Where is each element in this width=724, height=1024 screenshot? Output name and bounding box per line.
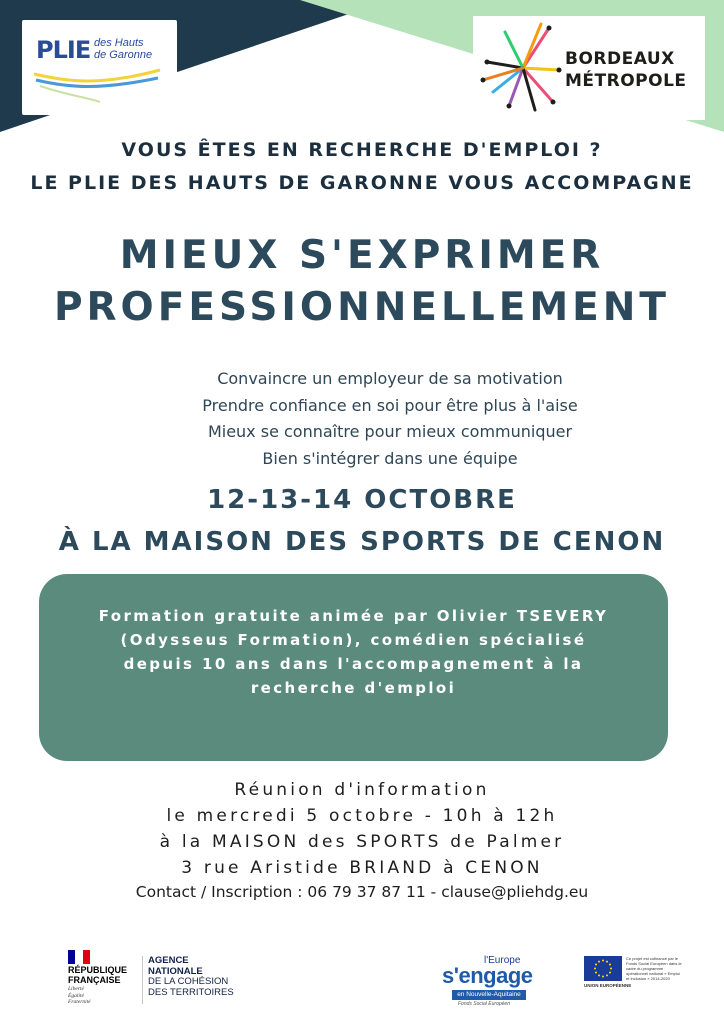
plie-logo-subtitle: des Hauts de Garonne: [94, 37, 153, 61]
goal-item: Mieux se connaître pour mieux communiquer: [207, 422, 573, 441]
info-meeting-venue: à la MAISON des SPORTS de Palmer: [159, 832, 565, 852]
info-meeting-address: 3 rue Aristide BRIAND à CENON: [181, 858, 543, 878]
formation-line: depuis 10 ans dans l'accompagnement à la: [123, 655, 584, 673]
event-dates: 12-13-14 OCTOBRE: [207, 485, 517, 515]
formation-line: (Odysseus Formation), comédien spécialisé: [120, 631, 587, 649]
info-meeting-date: le mercredi 5 octobre - 10h à 12h: [166, 806, 558, 826]
goal-item: Bien s'intégrer dans une équipe: [262, 448, 518, 468]
main-title-line-1: MIEUX S'EXPRIMER: [119, 233, 605, 278]
event-place: À LA MAISON DES SPORTS DE CENON: [58, 527, 666, 557]
europe-sengage-band: en Nouvelle-Aquitaine: [452, 990, 526, 1000]
plie-swoosh-icon: [30, 68, 170, 108]
europe-sengage-sub: Fonds Social Européen: [458, 1001, 510, 1007]
goal-item: Convaincre un employeur de sa motivation: [217, 369, 563, 388]
plie-logo-word: PLIE: [36, 36, 91, 64]
starburst-icon: [479, 22, 565, 114]
anct-logo: AGENCE NATIONALE DE LA COHÉSION DES TERRITOIRES: [142, 956, 242, 1004]
bordeaux-metropole-logo: [473, 16, 705, 120]
eu-flag-icon: [584, 956, 622, 981]
formation-description: [39, 604, 668, 700]
question-line-2: LE PLIE DES HAUTS DE GARONNE VOUS ACCOMPAGNE: [30, 172, 694, 194]
main-title-line-2: PROFESSIONNELLEMENT: [53, 285, 671, 330]
contact-line: Contact / Inscription : 06 79 37 87 11 - clause@pliehdg.eu: [135, 883, 589, 901]
goal-item: Prendre confiance en soi pour être plus à l'aise: [202, 395, 578, 415]
union-europeenne-logo: [582, 954, 682, 994]
rf-title: RÉPUBLIQUE FRANÇAISE: [68, 965, 128, 985]
question-line-1: VOUS ÊTES EN RECHERCHE D'EMPLOI ?: [121, 139, 603, 161]
republique-francaise-logo: [66, 950, 136, 1006]
formation-line: recherche d'emploi: [250, 679, 457, 697]
rf-motto: Liberté Égalité Fraternité: [68, 986, 91, 1005]
french-flag-icon: [68, 950, 90, 964]
ue-note: Ce projet est cofinancé par le Fonds Social Européen dans le cadre du programme opérationnel national « Emploi et Inclusion » 2014-2020: [626, 956, 682, 981]
bordeaux-metropole-name: BORDEAUX MÉTROPOLE: [565, 49, 687, 91]
plie-logo: [22, 20, 177, 115]
ue-name: UNION EUROPÉENNE: [584, 983, 632, 988]
goals-list: [110, 366, 670, 472]
formation-line: Formation gratuite animée par Olivier TSEVERY: [98, 607, 609, 625]
europe-sengage-top: l'Europe: [484, 955, 521, 966]
europe-sengage-main: s'engage: [442, 963, 533, 988]
info-meeting-title: Réunion d'information: [234, 780, 490, 800]
europe-sengage-logo: [440, 955, 533, 1007]
formation-box: [39, 574, 668, 761]
